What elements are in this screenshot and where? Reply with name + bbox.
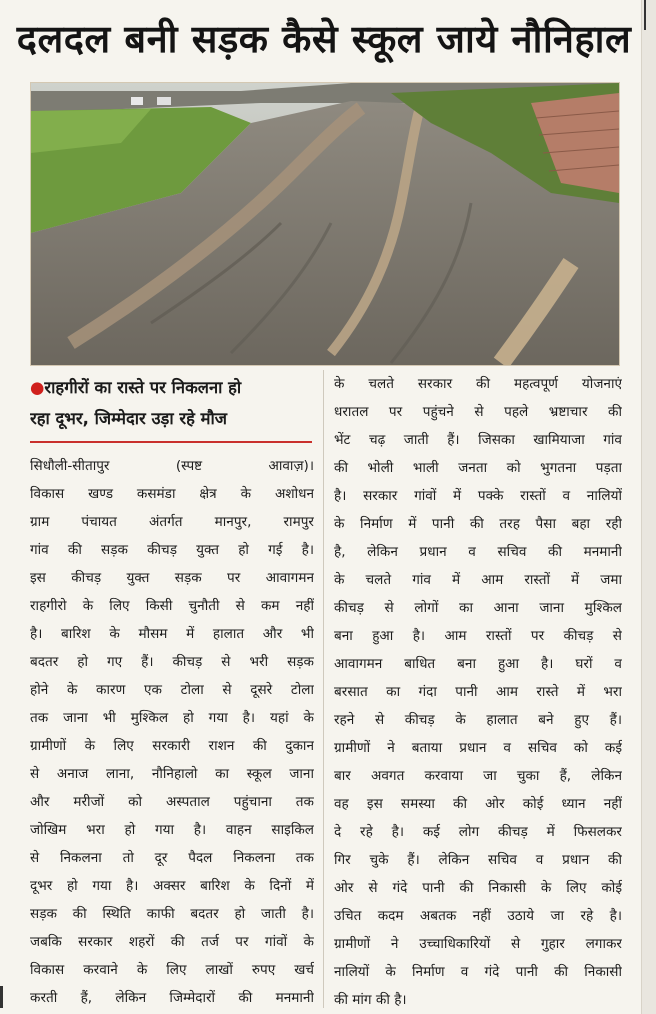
bullet-icon: ●: [30, 378, 45, 397]
muddy-road-illustration: [31, 83, 619, 365]
article-line: रहने से कीचड़ के हालात बने हुए हैं।: [334, 712, 622, 728]
article-line: बना हुआ है। आम रास्तों पर कीचड़ से: [334, 628, 622, 644]
edge-mark: [644, 0, 646, 30]
article-line: करती हैं, लेकिन जिम्मेदारों की मनमानी: [30, 990, 314, 1006]
article-line: राहगीरो के लिए किसी चुनौती से कम नहीं: [30, 598, 314, 614]
article-line: दूभर हो गया है। अक्सर बारिश के दिनों में: [30, 878, 314, 894]
article-line: बरसात का गंदा पानी आम रास्ते में भरा: [334, 684, 622, 700]
column-divider: [323, 370, 324, 1008]
news-photo-muddy-road: [30, 82, 620, 366]
article-line: गांव की सड़क कीचड़ युक्त हो गई है।: [30, 542, 314, 558]
article-line: है, लेकिन प्रधान व सचिव की मनमानी: [334, 544, 622, 560]
distant-object-2: [157, 97, 171, 105]
article-line: दे रहे है। कई लोग कीचड़ में फिसलकर: [334, 824, 622, 840]
article-column-left: [30, 452, 314, 1012]
article-line: इस कीचड़ युक्त सड़क पर आवागमन: [30, 570, 314, 586]
article-line: है। बारिश के मौसम में हालात और भी: [30, 626, 314, 642]
article-line: होने के कारण एक टोला से दूसरे टोला: [30, 682, 314, 698]
article-line: ग्रामीणों के लिए सरकारी राशन की दुकान: [30, 738, 314, 754]
article-line: आवागमन बाधित बना हुआ है। घरों व: [334, 656, 622, 672]
article-line: जबकि सरकार शहरों की तर्ज पर गांवों के: [30, 934, 314, 950]
article-line: और मरीजों को अस्पताल पहुंचाना तक: [30, 794, 314, 810]
subheadline: [30, 372, 312, 443]
article-line: विकास करवाने के लिए लाखों रुपए खर्च: [30, 962, 314, 978]
article-line: ग्रामीणों ने उच्चाधिकारियों से गुहार लगाकर: [334, 936, 622, 952]
headline: दलदल बनी सड़क कैसे स्कूल जाये नौनिहाल: [16, 17, 632, 61]
subheadline-line-1: राहगीरों का रास्ते पर निकलना हो: [44, 378, 242, 397]
article-line: तक जाना भी मुश्किल हो गया है। यहां के: [30, 710, 314, 726]
article-line: ग्रामीणों ने बताया प्रधान व सचिव को कई: [334, 740, 622, 756]
article-line: विकास खण्ड कसमंडा क्षेत्र के अशोधन: [30, 486, 314, 502]
distant-object: [131, 97, 143, 105]
article-line: से अनाज लाना, नौनिहालो का स्कूल जाना: [30, 766, 314, 782]
page-edge: [641, 0, 656, 1014]
article-line: गिर चुके हैं। लेकिन सचिव व प्रधान की: [334, 852, 622, 868]
article-line: की भोली भाली जनता को भुगतना पड़ता: [334, 460, 622, 476]
article-line: वह इस समस्या की ओर कोई ध्यान नहीं: [334, 796, 622, 812]
article-line: के चलते गांव में आम रास्तों में जमा: [334, 572, 622, 588]
article-line: कीचड़ से लोगों का आना जाना मुश्किल: [334, 600, 622, 616]
article-line: सिधौली-सीतापुर (स्पष्ट आवाज़)।: [30, 458, 314, 474]
article-line: के चलते सरकार की महत्वपूर्ण योजनाएं: [334, 376, 622, 392]
article-line: सड़क की स्थिति काफी बदतर हो जाती है।: [30, 906, 314, 922]
article-column-right: [334, 370, 622, 1014]
subheadline-line-2: रहा दूभर, जिम्मेदार उड़ा रहे मौज: [30, 409, 228, 428]
article-line: ओर से गंदे पानी की निकासी के लिए कोई: [334, 880, 622, 896]
article-line: के निर्माण में पानी की तरह पैसा बहा रही: [334, 516, 622, 532]
article-line: नालियों के निर्माण व गंदे पानी की निकासी: [334, 964, 622, 980]
left-edge-mark: [0, 986, 3, 1008]
article-line: भेंट चढ़ जाती हैं। जिसका खामियाजा गांव: [334, 432, 622, 448]
article-line: उचित कदम अबतक नहीं उठाये जा रहे है।: [334, 908, 622, 924]
article-line: जोखिम भरा हो गया है। वाहन साइकिल: [30, 822, 314, 838]
article-line: है। सरकार गांवों में पक्के रास्तों व नालियों: [334, 488, 622, 504]
article-line: बदतर हो गए हैं। कीचड़ से भरी सड़क: [30, 654, 314, 670]
article-line: से निकलना तो दूर पैदल निकलना तक: [30, 850, 314, 866]
article-line: की मांग की है।: [334, 992, 407, 1008]
article-line: बार अवगत करवाया जा चुका हैं, लेकिन: [334, 768, 622, 784]
article-line: धरातल पर पहुंचने से पहले भ्रष्टाचार की: [334, 404, 622, 420]
article-line: ग्राम पंचायत अंतर्गत मानपुर, रामपुर: [30, 514, 314, 530]
